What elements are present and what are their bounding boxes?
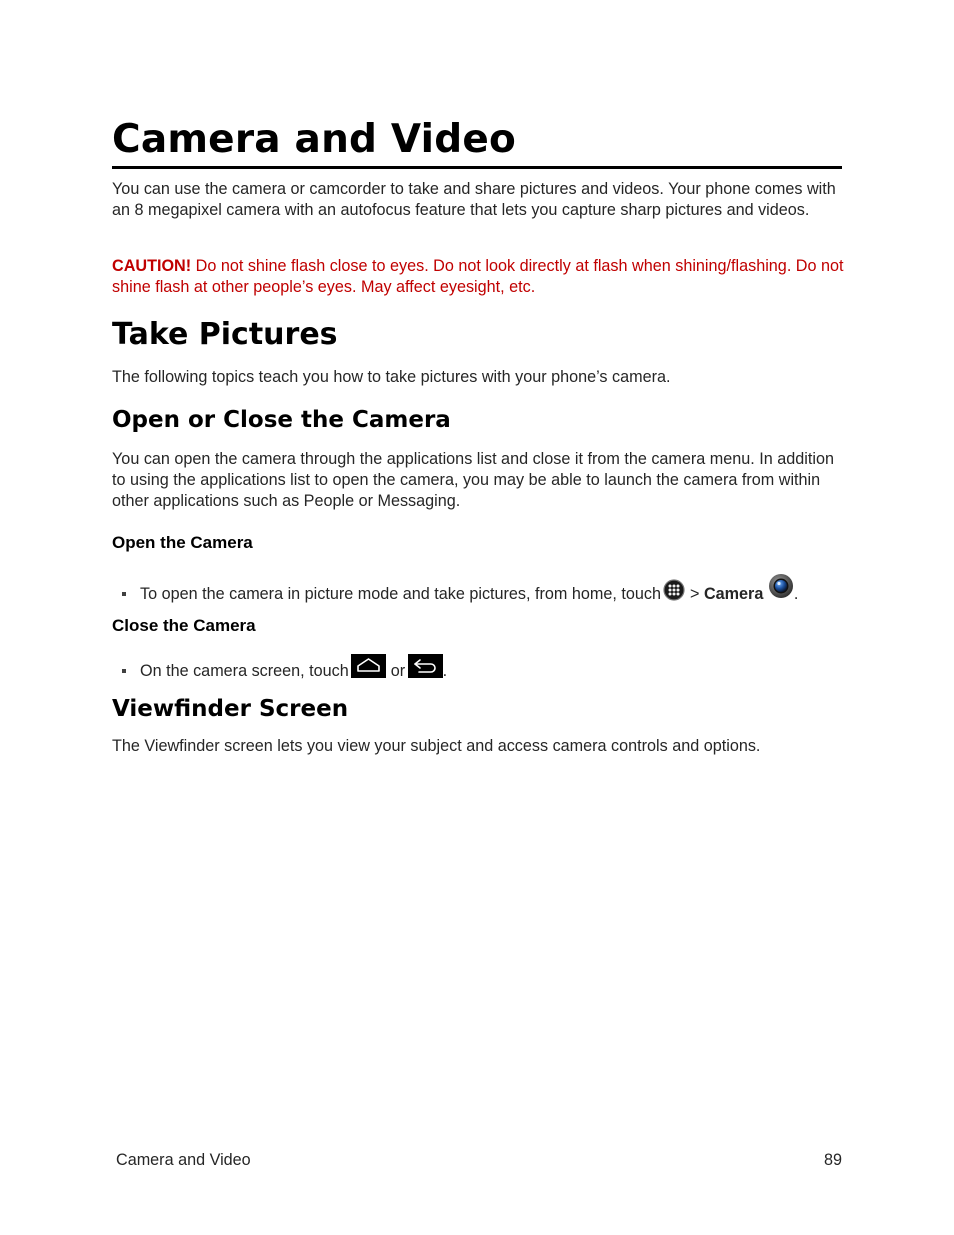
apps-grid-icon bbox=[663, 579, 685, 607]
take-pictures-heading: Take Pictures bbox=[112, 317, 338, 352]
open-camera-step bbox=[122, 573, 798, 607]
path-separator: > bbox=[689, 585, 700, 603]
caution-paragraph bbox=[112, 256, 844, 298]
home-key-icon bbox=[351, 654, 386, 684]
back-key-icon bbox=[408, 654, 443, 684]
open-close-paragraph: You can open the camera through the applications list and close it from the camera menu. In addition to using the applications list to open the camera, you may be able to launch the camera from within other applications such as People or Messaging. bbox=[112, 450, 834, 510]
close-camera-step-text: On the camera screen, touch bbox=[140, 662, 349, 680]
close-camera-step bbox=[122, 654, 447, 684]
intro-paragraph: You can use the camera or camcorder to take and share pictures and videos. Your phone comes with an 8 megapixel camera with an autofocus feature that lets you capture sharp pictures and videos. bbox=[112, 180, 836, 219]
bullet-icon bbox=[122, 669, 126, 673]
close-camera-heading: Close the Camera bbox=[112, 616, 256, 635]
sentence-end: . bbox=[442, 662, 448, 680]
camera-label: Camera bbox=[703, 585, 764, 603]
or-text: or bbox=[390, 662, 406, 680]
page-title: Camera and Video bbox=[112, 116, 842, 169]
camera-app-icon bbox=[768, 573, 794, 605]
bullet-icon bbox=[122, 592, 126, 596]
sentence-end: . bbox=[793, 585, 799, 603]
footer-page-number: 89 bbox=[823, 1151, 842, 1169]
viewfinder-paragraph: The Viewfinder screen lets you view your subject and access camera controls and options. bbox=[112, 737, 761, 755]
caution-label: CAUTION! bbox=[112, 257, 192, 275]
open-close-heading: Open or Close the Camera bbox=[112, 407, 451, 433]
open-camera-step-text: To open the camera in picture mode and take pictures, from home, touch bbox=[140, 585, 661, 603]
viewfinder-heading: Viewfinder Screen bbox=[112, 696, 349, 722]
open-camera-heading: Open the Camera bbox=[112, 533, 253, 552]
take-pictures-paragraph: The following topics teach you how to take pictures with your phone’s camera. bbox=[112, 368, 671, 386]
caution-text: Do not shine flash close to eyes. Do not look directly at flash when shining/flashing. Do not shine flash at other people’s eyes. May affect eyesight, etc. bbox=[112, 257, 844, 296]
footer-section-title: Camera and Video bbox=[116, 1151, 251, 1169]
